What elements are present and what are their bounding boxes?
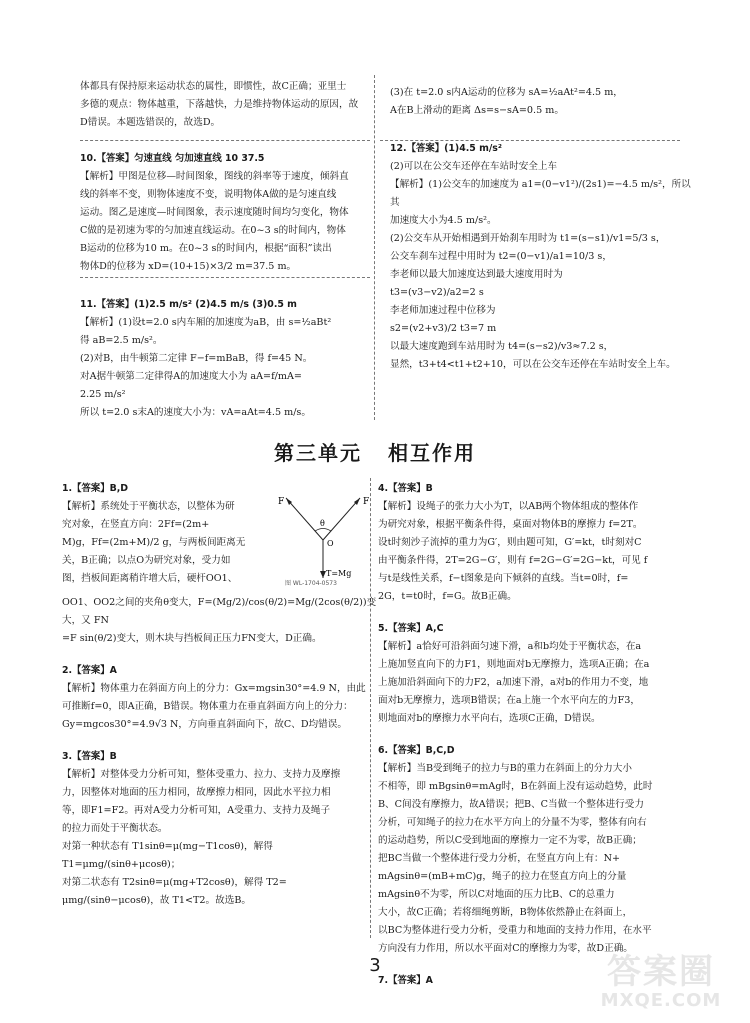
text-line: M)g，Ff=(2m+M)/2 g，与两板间距离无 — [62, 537, 246, 548]
unit-number: 第三单元 — [274, 441, 362, 465]
text-line: 的运动趋势，所以C受到地面的摩擦力一定不为零，故B正确； — [378, 835, 642, 846]
text-line: 【解析】a恰好可沿斜面匀速下滑，a和b均处于平衡状态，在a — [378, 641, 642, 652]
text-line: (2)可以在公交车还停在车站时安全上车 — [390, 161, 558, 172]
text-line: t3=(v3−v2)/a2=2 s — [390, 287, 484, 298]
answer-heading: 1.【答案】B,D — [62, 483, 129, 494]
text-line: =F sin(θ/2)变大，则木块与挡板间正压力FN变大，D正确。 — [62, 633, 322, 644]
figure-code: 图 WL-1704-0573 — [285, 580, 337, 587]
answer-heading: 5.【答案】A,C — [378, 623, 444, 634]
text-line: 2G，t=t0时，f=G。故B正确。 — [378, 591, 517, 602]
answer-heading: 6.【答案】B,C,D — [378, 745, 455, 756]
force-diagram — [268, 490, 378, 590]
text-line: (2)公交车从开始相遇到开始刹车用时为 t1=(s−s1)/v1=5/3 s， — [390, 233, 666, 244]
text-line: A在B上滑动的距离 Δs=s−sA=0.5 m。 — [390, 105, 564, 116]
text-line: 大小，故C正确；若将细绳剪断，B物体依然静止在斜面上， — [378, 907, 633, 918]
unit-name: 相互作用 — [388, 441, 476, 465]
text-line: 运动。图乙是速度—时间图象，表示速度随时间均匀变化，物体 — [80, 207, 349, 218]
text-line: 【解析】系统处于平衡状态，以整体为研 — [62, 501, 235, 512]
text-line: 得 aB=2.5 m/s²。 — [80, 335, 163, 346]
watermark-url: MXQE.COM — [600, 990, 722, 1011]
text-line: mAgsinθ=(mB+mC)g，绳子的拉力在竖直方向上的分量 — [378, 871, 627, 882]
text-line: 分析，可知绳子的拉力在水平方向上的分量不为零，整体有向右 — [378, 817, 647, 828]
text-line: 等，即F1=F2。再对A受力分析可知，A受重力、支持力及绳子 — [62, 805, 331, 816]
text-line: 【解析】当B受到绳子的拉力与B的重力在斜面上的分力大小 — [378, 763, 632, 774]
text-line: 对第二状态有 T2sinθ=μ(mg+T2cosθ)，解得 T2= — [62, 877, 287, 888]
page-number: 3 — [369, 955, 381, 976]
tension-label: T=Mg — [326, 569, 352, 578]
text-line: 面对b无摩擦力，选项B错误；在a上施一个水平向左的力F3， — [378, 695, 640, 706]
angle-label: θ — [320, 519, 325, 528]
text-line: B、C间没有摩擦力，故A错误；把B、C当做一个整体进行受力 — [378, 799, 644, 810]
answer-heading: 4.【答案】B — [378, 483, 433, 494]
text-line: 显然，t3+t4<t1+t2+10，可以在公交车还停在车站时安全上车。 — [390, 359, 676, 370]
text-line: 李老师加速过程中位移为 — [390, 305, 496, 316]
text-line: 物体D的位移为 xD=(10+15)×3/2 m=37.5 m。 — [80, 261, 297, 272]
text-line: D错误。本题选错误的，故选D。 — [80, 117, 221, 128]
text-line: 不相等，即 mBgsinθ=mAg时，B在斜面上没有运动趋势，此时 — [378, 781, 653, 792]
text-line: 上施加沿斜面向下的力F2，a加速下滑，a对b的作用力不变，地 — [378, 677, 649, 688]
text-line: 以最大速度跑到车站用时为 t4=(s−s2)/v3≈7.2 s， — [390, 341, 614, 352]
answer-heading: 3.【答案】B — [62, 751, 117, 762]
force-label-right: F — [363, 497, 370, 507]
text-line: 对第一种状态有 T1sinθ=μ(mg−T1cosθ)，解得 T1=μmg/(sinθ+μcosθ)； — [62, 841, 273, 870]
text-line: 线的斜率不变，则物体速度不变，说明物体A做的是匀速直线 — [80, 189, 337, 200]
answer-heading: 10.【答案】匀速直线 匀加速直线 10 37.5 — [80, 153, 265, 164]
text-line: 设t时刻沙子流掉的重力为G′，则由题可知，G′=kt，t时刻对C — [378, 537, 642, 548]
text-line: 【解析】对整体受力分析可知，整体受重力、拉力、支持力及摩擦 — [62, 769, 341, 780]
text-line: 究对象，在竖直方向：2Ff=(2m+ — [62, 519, 210, 530]
top-right-column — [390, 84, 695, 374]
point-label: O — [327, 539, 334, 548]
text-line: 则地面对b的摩擦力水平向右，选项C正确，D错误。 — [378, 713, 601, 724]
text-line: 加速度大小为4.5 m/s²。 — [390, 215, 497, 226]
text-line: μmg/(sinθ−μcosθ)，故 T1<T2。故选B。 — [62, 895, 251, 906]
text-line: 以BC为整体进行受力分析，受重力和地面的支持力作用，在水平 — [378, 925, 652, 936]
text-line: 体都具有保持原来运动状态的属性，即惯性，故C正确；亚里士 — [80, 81, 347, 92]
text-line: OO1、OO2之间的夹角θ变大，F=(Mg/2)/cos(θ/2)=Mg/(2cos(θ/2))变大，又 FN — [62, 597, 377, 626]
unit-title — [0, 437, 750, 466]
watermark-logo — [596, 953, 726, 1015]
text-line: mAgsinθ不为零，所以C对地面的压力比B、C的总重力 — [378, 889, 615, 900]
text-line: 对A据牛顿第二定律得A的加速度大小为 aA=f/mA= — [80, 371, 302, 382]
bottom-right-column — [378, 480, 682, 990]
text-line: 与t是线性关系，f−t图象是向下倾斜的直线。当t=0时，f= — [378, 573, 629, 584]
text-line: 由平衡条件得，2T=2G−G′，则有 f=2G−G′=2G−kt，可见 f — [378, 555, 648, 566]
text-line: (2)对B，由牛顿第二定律 F−f=mBaB，得 f=45 N。 — [80, 353, 313, 364]
text-line: 【解析】物体重力在斜面方向上的分力：Gx=mgsin30°=4.9 N，由此 — [62, 683, 366, 694]
text-line: B运动的位移为10 m。在0~3 s的时间内，根据“面积”读出 — [80, 243, 332, 254]
text-line: 为研究对象，根据平衡条件得，桌面对物体B的摩擦力 f=2T。 — [378, 519, 643, 530]
text-line: s2=(v2+v3)/2 t3=7 m — [390, 323, 497, 334]
answer-heading: 12.【答案】(1)4.5 m/s² — [390, 143, 502, 154]
watermark-text: 答案圈 — [607, 952, 715, 992]
text-line: 【解析】甲图是位移—时间图象，图线的斜率等于速度，倾斜直 — [80, 171, 349, 182]
text-line: 公交车刹车过程中用时为 t2=(0−v1)/a1=10/3 s， — [390, 251, 612, 262]
answer-heading: 2.【答案】A — [62, 665, 117, 676]
text-line: 李老师以最大加速度达到最大速度用时为 — [390, 269, 563, 280]
text-line: 方向没有力作用，所以水平面对C的摩擦力为零，故D正确。 — [378, 943, 633, 954]
text-line: 多德的观点：物体越重，下落越快，力是维持物体运动的原因，故 — [80, 99, 359, 110]
text-line: Gy=mgcos30°=4.9√3 N，方向垂直斜面向下，故C、D均错误。 — [62, 719, 347, 730]
text-line: 所以 t=2.0 s末A的速度大小为：vA=aAt=4.5 m/s。 — [80, 407, 311, 418]
text-line: 把BC当做一个整体进行受力分析，在竖直方向上有：N+ — [378, 853, 621, 864]
answer-heading: 11.【答案】(1)2.5 m/s² (2)4.5 m/s (3)0.5 m — [80, 299, 297, 310]
answer-heading: 7.【答案】A — [378, 975, 433, 986]
text-line: C做的是初速为零的匀加速直线运动。在0~3 s的时间内，物体 — [80, 225, 346, 236]
text-line: 图，挡板间距离稍许增大后，硬杆OO1、 — [62, 573, 238, 584]
text-line: 上施加竖直向下的力F1，则地面对b无摩擦力，选项A正确；在a — [378, 659, 650, 670]
text-line: 【解析】设绳子的张力大小为T，以AB两个物体组成的整体作 — [378, 501, 639, 512]
text-line: (3)在 t=2.0 s内A运动的位移为 sA=½aAt²=4.5 m， — [390, 87, 623, 98]
text-line: 2.25 m/s² — [80, 389, 126, 400]
top-left-column — [80, 78, 385, 422]
force-label-left: F — [278, 497, 285, 507]
text-line: 可推断f=0，即A正确，B错误。物体重力在垂直斜面方向上的分力： — [62, 701, 353, 712]
text-line: 的拉力而处于平衡状态。 — [62, 823, 168, 834]
text-line: 【解析】(1)公交车的加速度为 a1=(0−v1²)/(2s1)=−4.5 m/s²，所以其 — [390, 179, 691, 208]
text-line: 力，因整体对地面的压力相同，故摩擦力相同，因此水平拉力相 — [62, 787, 331, 798]
text-line: 【解析】(1)设t=2.0 s内车厢的加速度为aB，由 s=½aBt² — [80, 317, 332, 328]
text-line: 关，B正确；以点O为研究对象，受力如 — [62, 555, 231, 566]
